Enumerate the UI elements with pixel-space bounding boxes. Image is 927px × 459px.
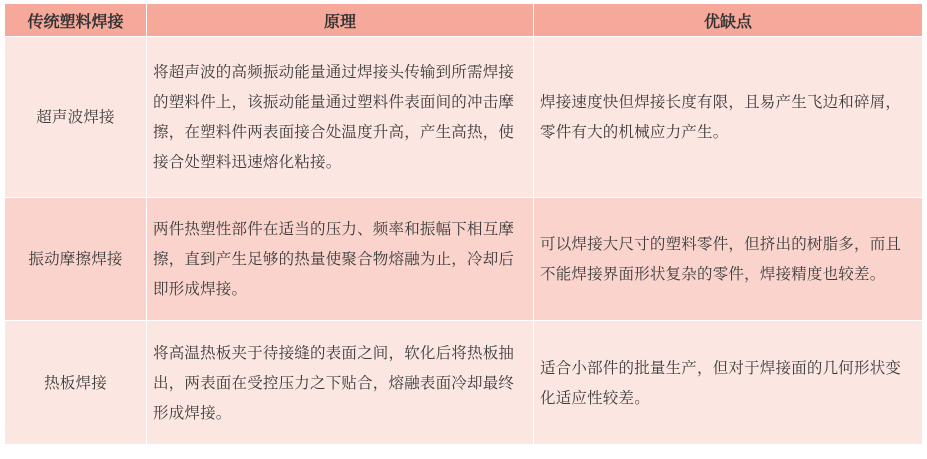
table-body — [5, 37, 923, 445]
table-row — [5, 37, 923, 198]
method-name: 热板焊接 — [5, 321, 147, 445]
method-pros-cons: 焊接速度快但焊接长度有限，且易产生飞边和碎屑，零件有大的机械应力产生。 — [534, 37, 923, 198]
header-pros-cons: 优缺点 — [534, 4, 923, 37]
welding-comparison-table — [4, 3, 923, 445]
method-name: 振动摩擦焊接 — [5, 198, 147, 321]
header-row — [5, 4, 923, 37]
table-header — [5, 4, 923, 37]
method-pros-cons: 适合小部件的批量生产，但对于焊接面的几何形状变化适应性较差。 — [534, 321, 923, 445]
method-principle: 两件热塑性部件在适当的压力、频率和振幅下相互摩擦，直到产生足够的热量使聚合物熔融为止，冷却后即形成焊接。 — [147, 198, 534, 321]
method-pros-cons: 可以焊接大尺寸的塑料零件，但挤出的树脂多，而且不能焊接界面形状复杂的零件，焊接精度也较差。 — [534, 198, 923, 321]
header-principle: 原理 — [147, 4, 534, 37]
method-name: 超声波焊接 — [5, 37, 147, 198]
method-principle: 将高温热板夹于待接缝的表面之间，软化后将热板抽出，两表面在受控压力之下贴合，熔融表面冷却最终形成焊接。 — [147, 321, 534, 445]
table-row — [5, 198, 923, 321]
table-row — [5, 321, 923, 445]
welding-comparison-table-container — [4, 3, 922, 445]
header-method: 传统塑料焊接 — [5, 4, 147, 37]
method-principle: 将超声波的高频振动能量通过焊接头传输到所需焊接的塑料件上，该振动能量通过塑料件表面间的冲击摩擦，在塑料件两表面接合处温度升高，产生高热，使接合处塑料迅速熔化粘接。 — [147, 37, 534, 198]
